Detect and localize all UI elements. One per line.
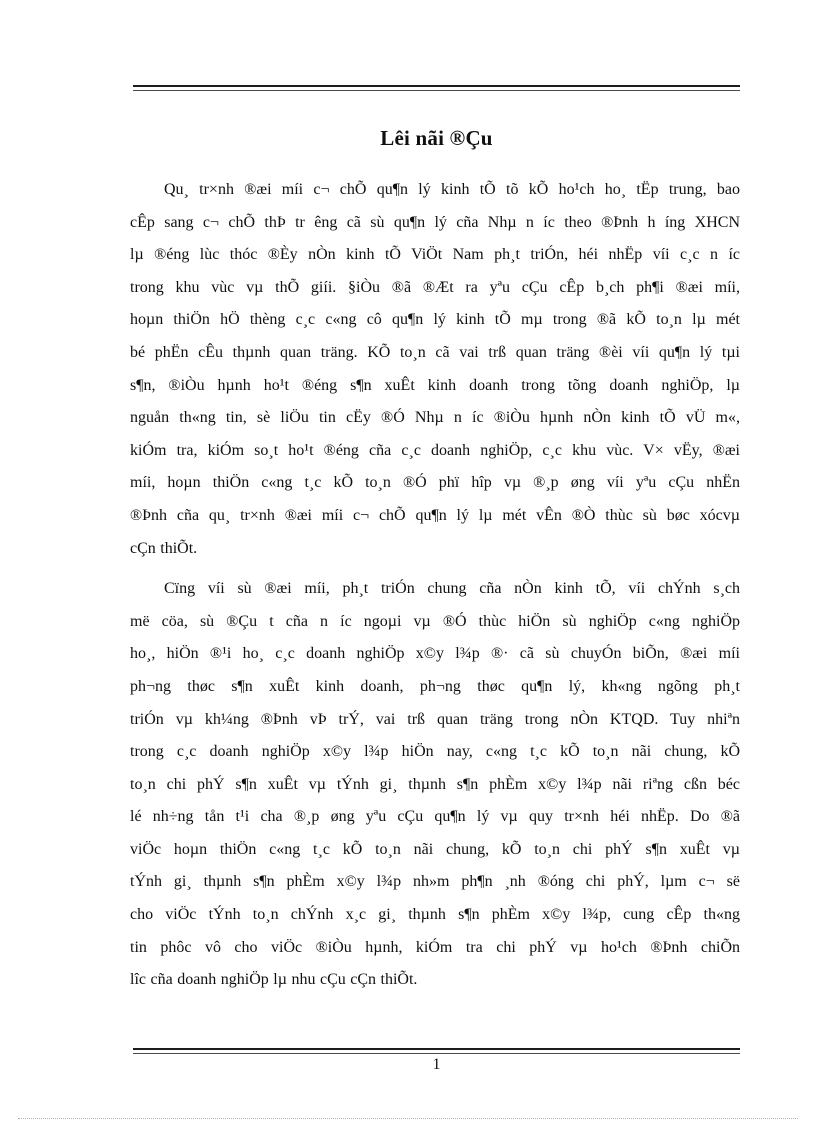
- text-line: më cöa, sù ®Çu t cña n íc ngoµi vµ ®Ó thùc hiÖn sù nghiÖp c«ng nghiÖp: [130, 612, 740, 630]
- page-title: Lêi nãi ®Çu: [380, 126, 493, 150]
- text-line: ph¬ng thøc s¶n xuÊt kinh doanh, ph¬ng thøc qu¶n lý, kh«ng ngõng ph¸t: [130, 677, 740, 695]
- text-line: hoµn thiÖn hÖ thèng c¸c c«ng cô qu¶n lý kinh tÕ mµ trong ®ã kÕ to¸n lµ mét: [130, 311, 740, 329]
- page-number: 1: [432, 1056, 441, 1073]
- text-line: kiÓm tra, kiÓm so¸t ho¹t ®éng cña c¸c doanh nghiÖp, c¸c khu vùc. V× vËy, ®æi: [130, 441, 740, 459]
- page-boundary-dots: [18, 1118, 798, 1119]
- document-body: [130, 174, 740, 997]
- header-rule: [133, 85, 740, 91]
- paragraph: [130, 573, 740, 997]
- text-line: lé nh÷ng tån t¹i cha ®¸p øng yªu cÇu qu¶n lý vµ quy tr×nh héi nhËp. Do ®ã: [130, 808, 740, 826]
- text-line: Qu¸ tr×nh ®æi míi c¬ chÕ qu¶n lý kinh tÕ tõ kÕ ho¹ch ho¸ tËp trung, bao: [164, 181, 740, 198]
- text-line: lîc cña doanh nghiÖp lµ nhu cÇu cÇn thiÕt.: [130, 971, 418, 989]
- footer-rule: [133, 1048, 740, 1054]
- text-line: lµ ®éng lùc thóc ®Èy nÒn kinh tÕ ViÖt Nam ph¸t triÓn, héi nhËp víi c¸c n íc: [130, 246, 740, 264]
- text-line: triÓn vµ kh¼ng ®Þnh vÞ trÝ, vai trß quan träng trong nÒn KTQD. Tuy nhiªn: [130, 710, 740, 728]
- paragraph: [130, 174, 740, 565]
- text-line: ho¸, hiÖn ®¹i ho¸ c¸c doanh nghiÖp x©y l¾p ®· cã sù chuyÓn biÕn, ®æi míi: [130, 645, 740, 663]
- text-line: ®Þnh cña qu¸ tr×nh ®æi míi c¬ chÕ qu¶n lý lµ mét vÊn ®Ò thùc sù bøc xócvµ: [130, 506, 740, 524]
- text-line: míi, hoµn thiÖn c«ng t¸c kÕ to¸n ®Ó phï hîp vµ ®¸p øng víi yªu cÇu nhËn: [130, 474, 740, 492]
- text-line: viÖc hoµn thiÖn c«ng t¸c kÕ to¸n nãi chung, kÕ to¸n chi phÝ s¶n xuÊt vµ: [130, 840, 740, 858]
- text-line: tÝnh gi¸ thµnh s¶n phÈm x©y l¾p nh»m ph¶n ¸nh ®óng chi phÝ, lµm c¬ së: [130, 873, 740, 891]
- text-line: trong khu vùc vµ thÕ giíi. §iÒu ®ã ®Æt ra yªu cÇu cÊp b¸ch ph¶i ®æi míi,: [130, 278, 740, 296]
- text-line: tin phôc vô cho viÖc ®iÒu hµnh, kiÓm tra chi phÝ vµ ho¹ch ®Þnh chiÕn: [130, 938, 740, 956]
- text-line: nguån th«ng tin, sè liÖu tin cËy ®Ó Nhµ n íc ®iÒu hµnh nÒn kinh tÕ vÜ m«,: [130, 409, 740, 427]
- text-line: to¸n chi phÝ s¶n xuÊt vµ tÝnh gi¸ thµnh s¶n phÈm x©y l¾p nãi riªng cßn béc: [130, 775, 740, 793]
- text-line: Cïng víi sù ®æi míi, ph¸t triÓn chung cña nÒn kinh tÕ, víi chÝnh s¸ch: [164, 580, 740, 598]
- text-line: cÊp sang c¬ chÕ thÞ tr êng cã sù qu¶n lý cña Nhµ n íc theo ®Þnh h íng XHCN: [130, 213, 740, 231]
- text-line: bé phËn cÊu thµnh quan träng. KÕ to¸n cã vai trß quan träng ®èi víi qu¶n lý tµi: [130, 343, 740, 361]
- text-line: trong c¸c doanh nghiÖp x©y l¾p hiÖn nay, c«ng t¸c kÕ to¸n nãi chung, kÕ: [130, 743, 740, 761]
- text-line: cho viÖc tÝnh to¸n chÝnh x¸c gi¸ thµnh s¶n phÈm x©y l¾p, cung cÊp th«ng: [130, 906, 740, 924]
- text-line: s¶n, ®iÒu hµnh ho¹t ®éng s¶n xuÊt kinh doanh trong tõng doanh nghiÖp, lµ: [130, 376, 740, 394]
- text-line: cÇn thiÕt.: [130, 539, 198, 557]
